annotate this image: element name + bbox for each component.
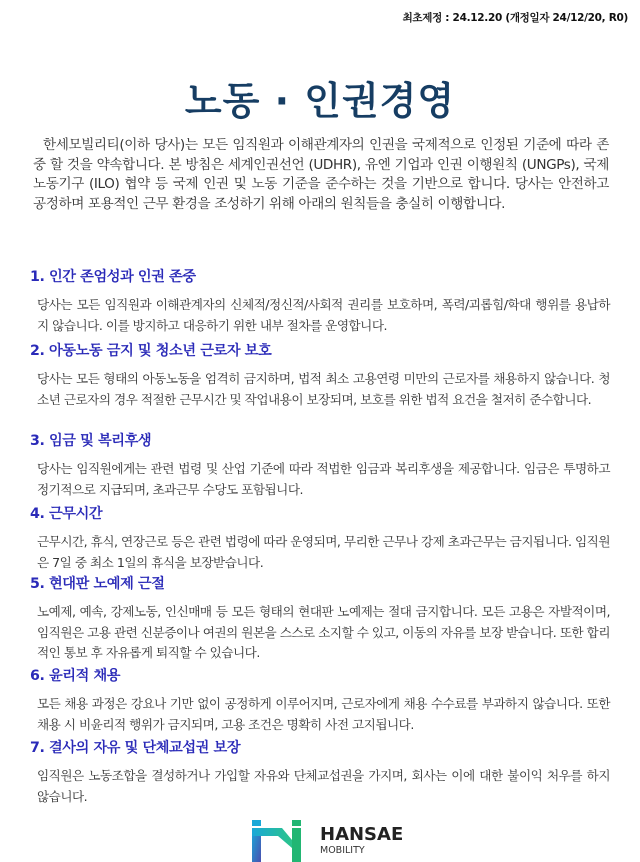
section-heading: 7. 결사의 자유 및 단체교섭권 보장 xyxy=(30,740,241,756)
section-freedom-of-association xyxy=(30,737,610,807)
intro-paragraph: 한세모빌리티(이하 당사)는 모든 임직원과 이해관계자의 인권을 국제적으로 인정된 기준에 따라 존중 할 것을 약속합니다. 본 방침은 세계인권선언 (UDHR), 유엔 기업과 인권 이행원칙 (UNGPs), 국제노동기구 (ILO) 협약 등 국제 인권 및 노동 기준을 준수하는 것을 기반으로 합니다. 당사는 안전하고 공정하며 포용적인 근무 환경을 조성하기 위해 아래의 원칙들을 충실히 이행합니다. xyxy=(33,137,609,212)
section-heading: 4. 근무시간 xyxy=(30,506,103,522)
section-heading: 6. 윤리적 채용 xyxy=(30,668,121,684)
section-body: 당사는 모든 형태의 아동노동을 엄격히 금지하며, 법적 최소 고용연령 미만의 근로자를 채용하지 않습니다. 청소년 근로자의 경우 적절한 근무시간 및 작업내용이 보장되며, 보호를 위한 법적 요건을 철저히 준수합니다. xyxy=(37,371,610,407)
hansae-logo-icon xyxy=(250,820,314,862)
section-heading: 2. 아동노동 금지 및 청소년 근로자 보호 xyxy=(30,343,272,359)
section-body: 당사는 임직원에게는 관련 법령 및 산업 기준에 따라 적법한 임금과 복리후생을 제공합니다. 임금은 투명하고 정기적으로 지급되며, 초과근무 수당도 포함됩니다. xyxy=(37,461,610,497)
section-body: 당사는 모든 임직원과 이해관계자의 신체적/정신적/사회적 권리를 보호하며, 폭력/괴롭힘/학대 행위를 용납하지 않습니다. 이를 방지하고 대응하기 위한 내부 절차를 운영합니다. xyxy=(37,297,610,333)
section-child-labor xyxy=(30,340,610,410)
section-body: 노예제, 예속, 강제노동, 인신매매 등 모든 형태의 현대판 노예제는 절대 금지합니다. 모든 고용은 자발적이며, 임직원은 고용 관련 신분증이나 여권의 원본을 스스로 소지할 수 있고, 이동의 자유를 보장 받습니다. 또한 합리적인 통보 후 자유롭게 퇴직할 수 있습니다. xyxy=(37,604,610,660)
section-body: 임직원은 노동조합을 결성하거나 가입할 자유와 단체교섭권을 가지며, 회사는 이에 대한 불이익 처우를 하지 않습니다. xyxy=(37,768,610,804)
revision-date: 최초제정 : 24.12.20 (개정일자 24/12/20, R0) xyxy=(402,12,628,24)
section-modern-slavery xyxy=(30,573,610,664)
section-wages xyxy=(30,430,610,500)
section-heading: 1. 인간 존엄성과 인권 존중 xyxy=(30,269,196,285)
section-heading: 5. 현대판 노예제 근절 xyxy=(30,576,165,592)
logo-subname: MOBILITY xyxy=(320,845,365,857)
section-body: 근무시간, 휴식, 연장근로 등은 관련 법령에 따라 운영되며, 무리한 근무나 강제 초과근무는 금지됩니다. 임직원은 7일 중 최소 1일의 휴식을 보장받습니다. xyxy=(37,534,610,570)
section-ethical-recruitment xyxy=(30,665,610,735)
logo-name: HANSAE xyxy=(320,824,404,846)
section-body: 모든 채용 과정은 강요나 기만 없이 공정하게 이루어지며, 근로자에게 채용 수수료를 부과하지 않습니다. 또한 채용 시 비윤리적 행위가 금지되며, 고용 조건은 명확히 사전 고지됩니다. xyxy=(37,696,610,732)
section-heading: 3. 임금 및 복리후생 xyxy=(30,433,152,449)
company-logo xyxy=(250,820,403,862)
section-human-dignity xyxy=(30,266,610,336)
section-working-hours xyxy=(30,503,610,573)
page-title: 노동 · 인권경영 xyxy=(184,79,456,123)
